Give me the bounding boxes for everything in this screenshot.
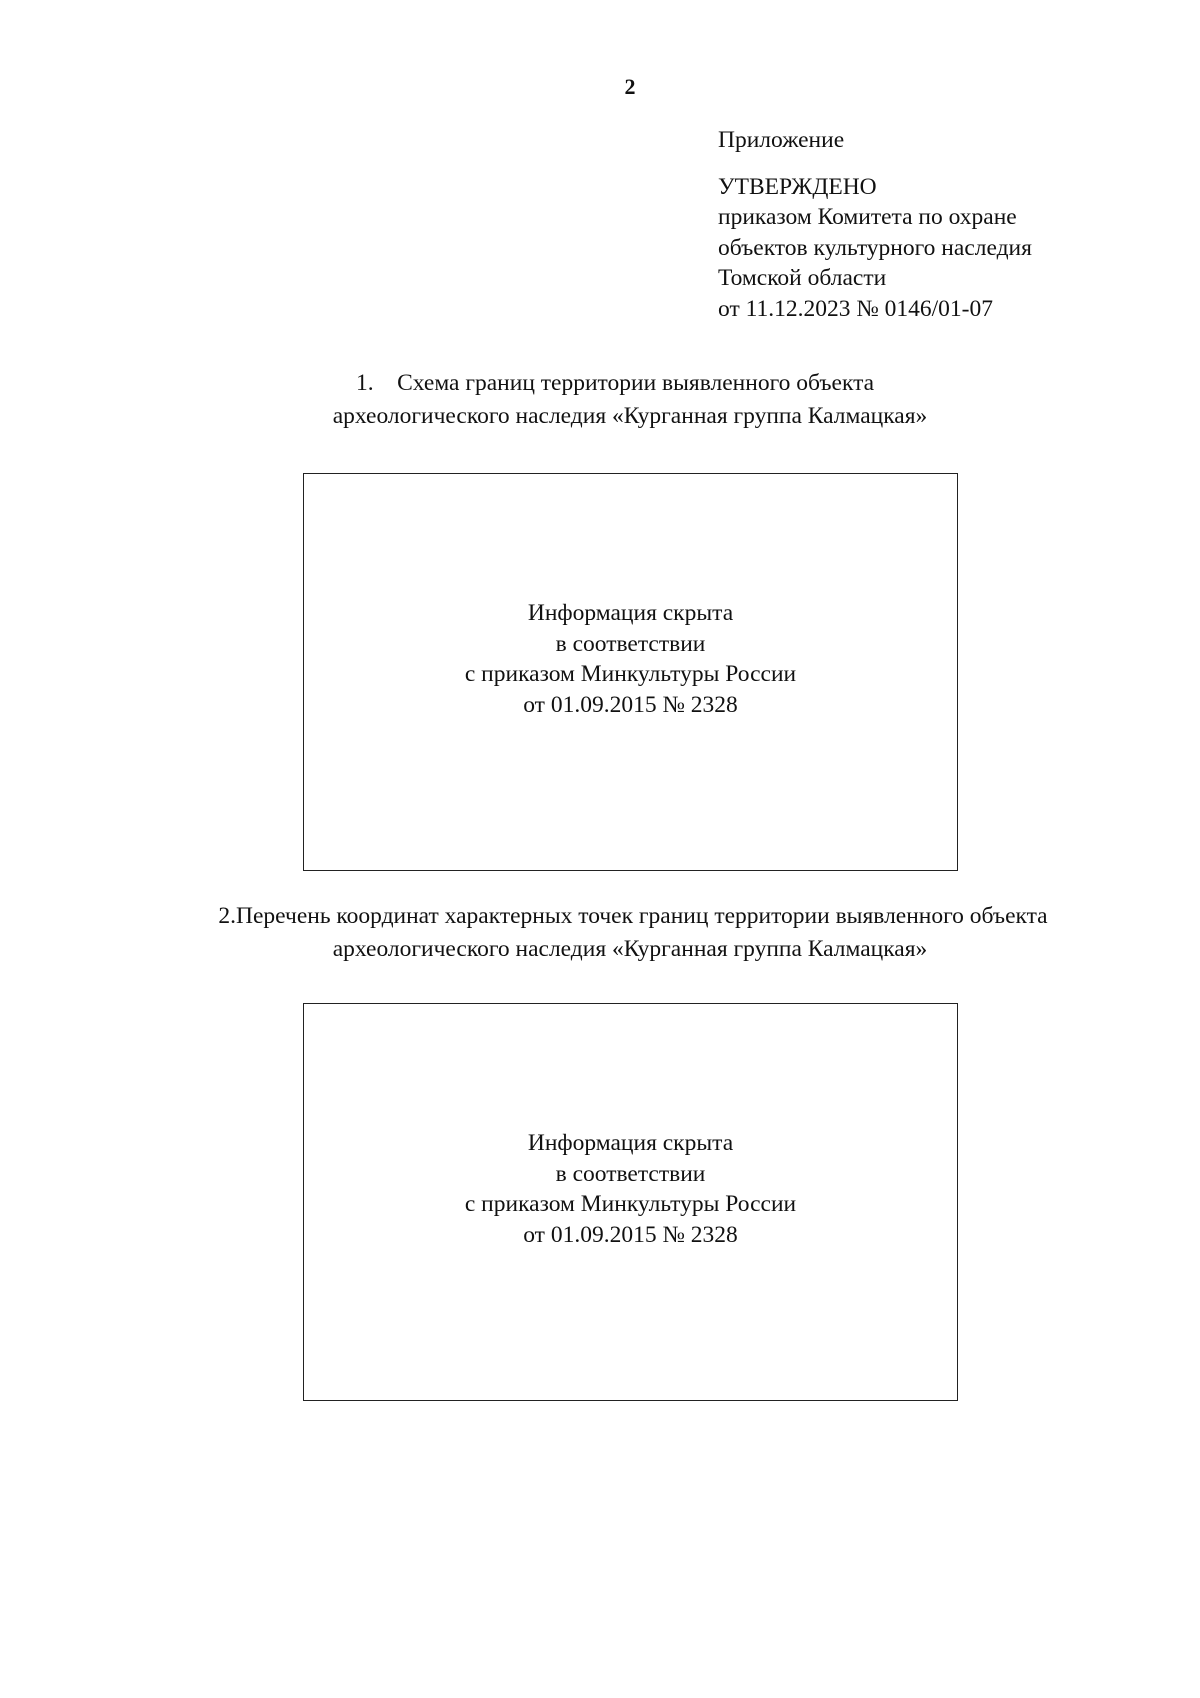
appendix-label: Приложение xyxy=(718,127,845,153)
hidden-notice-line: с приказом Минкультуры России xyxy=(464,1191,797,1217)
hidden-scheme-box xyxy=(303,473,958,871)
approval-line: Томской области xyxy=(718,265,887,291)
hidden-notice xyxy=(465,598,796,720)
approval-date-number: от 11.12.2023 № 0146/01-07 xyxy=(718,295,993,322)
section-2-heading xyxy=(0,900,1200,966)
hidden-coordinates-box xyxy=(303,1003,958,1401)
hidden-notice-line: Информация скрыта xyxy=(527,1130,734,1156)
hidden-notice-line: с приказом Минкультуры России xyxy=(464,661,797,687)
approval-line: объектов культурного наследия xyxy=(718,234,1032,261)
heading-line: археологического наследия «Курганная группа Калмацкая» xyxy=(332,936,928,962)
hidden-notice xyxy=(465,1128,796,1250)
hidden-notice-line: в соответствии xyxy=(555,1160,706,1187)
hidden-notice-line: Информация скрыта xyxy=(527,600,734,626)
hidden-notice-line: от 01.09.2015 № 2328 xyxy=(523,1221,738,1248)
hidden-notice-line: в соответствии xyxy=(555,630,706,657)
section-1-heading xyxy=(0,367,1200,433)
heading-line: 2.Перечень координат характерных точек границ территории выявленного объекта xyxy=(218,903,1048,929)
heading-line: археологического наследия «Курганная группа Калмацкая» xyxy=(332,403,928,429)
approval-line: приказом Комитета по охране xyxy=(718,204,1017,230)
approved-stamp-text: УТВЕРЖДЕНО xyxy=(718,173,877,200)
heading-line: 1. Схема границ территории выявленного объекта xyxy=(355,370,875,396)
approval-block xyxy=(718,125,1032,324)
page-number: 2 xyxy=(624,74,636,99)
hidden-notice-line: от 01.09.2015 № 2328 xyxy=(523,691,738,718)
